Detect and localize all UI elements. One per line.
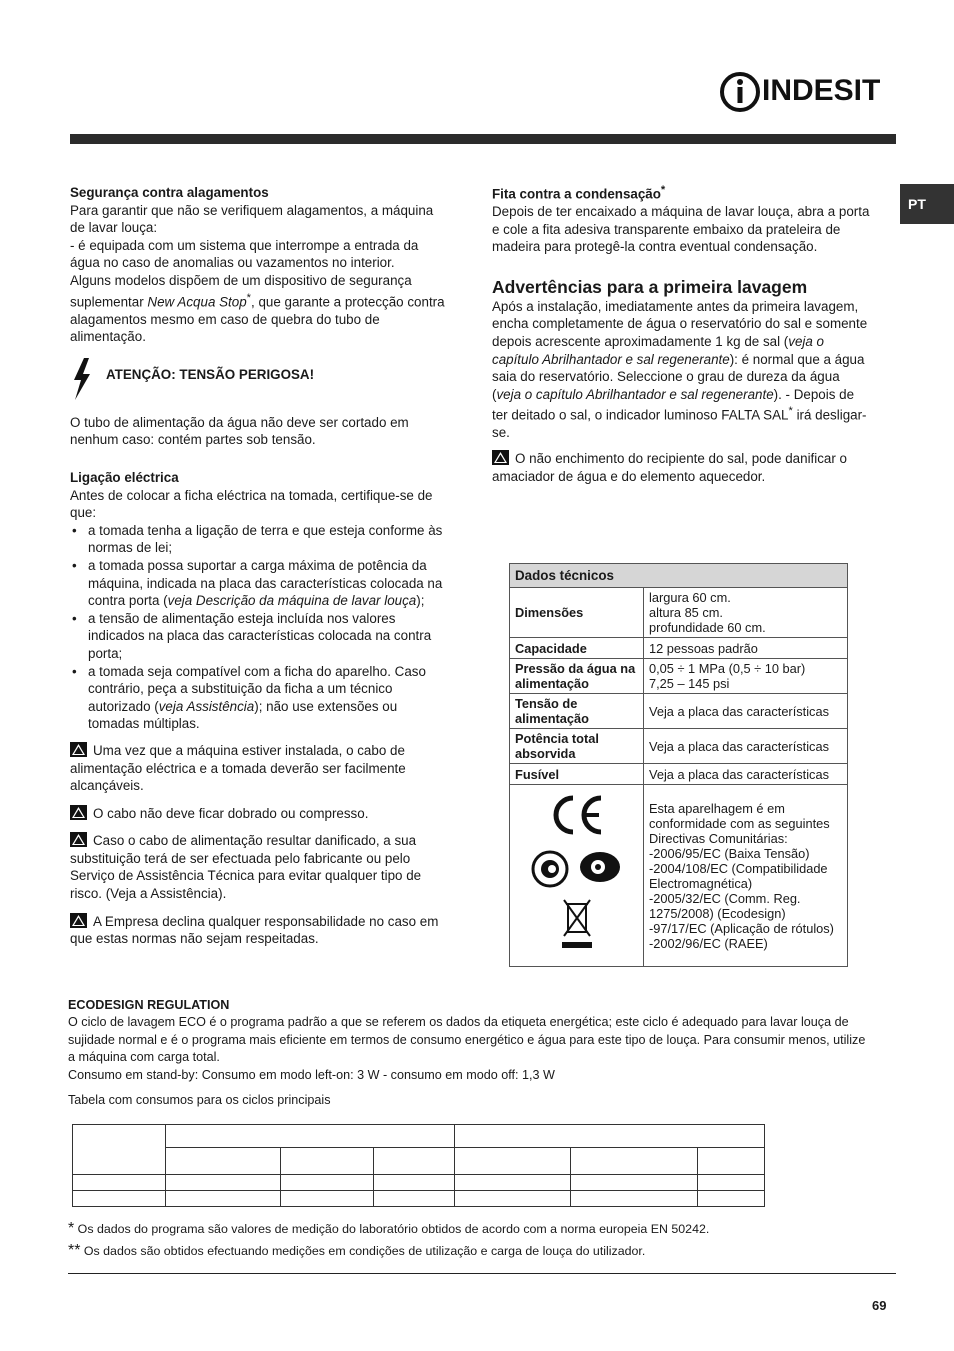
table-cell [281,1148,374,1175]
table-cell [73,1175,166,1191]
directive-line: -97/17/EC (Aplicação de rótulos) [649,920,834,936]
left-column [70,184,450,948]
value-line: 0,05 ÷ 1 MPa (0,5 ÷ 10 bar) [649,661,806,676]
table-cell [698,1148,765,1175]
header-bar [70,134,896,144]
text: Alguns modelos dispõem de um dispositivo de segurança suplementar [70,272,412,310]
table-row [510,764,848,785]
danger-block [70,352,450,414]
bullet-list [70,522,450,733]
tech-data-table [509,563,848,967]
text: Após a instalação, imediatamente antes da primeira lavagem, encha completamente de água o reservatório do sal e somente depois acrescente aproximadamente 1 kg de sal ( [492,298,868,350]
directive-line: -2006/95/EC (Baixa Tensão) [649,845,810,861]
list-item: • a tomada tenha a ligação de terra e que esteja conforme às normas de lei; [70,522,450,557]
asterisk: * [660,184,666,196]
table-cell [455,1191,571,1207]
ce-mark-icon [549,794,605,836]
table-cell [571,1175,698,1191]
language-tab: PT [900,184,954,224]
row-label: Potência total absorvida [510,729,644,764]
section-title-condensation [492,182,872,203]
text: a tomada seja compatível com a ficha do aparelho. Caso contrário, peça a substituição da ficha a um técnico autorizado ( [88,663,426,714]
table-header: Dados técnicos [510,564,848,588]
warning-paragraph [70,805,450,823]
paragraph: Tabela com consumos para os ciclos principais [68,1093,331,1108]
text: ); [416,593,425,609]
list-item [70,663,450,733]
brand-wordmark: INDESIT [762,74,881,107]
table-cell [374,1191,455,1207]
paragraph: Para garantir que não se verifiquem alagamentos, a máquina de lavar louça: [70,202,434,236]
warning-text: O cabo não deve ficar dobrado ou compresso. [93,805,369,821]
table-row [510,694,848,729]
paragraph: - é equipada com um sistema que interrompe a entrada da água no caso de anomalias ou vazamentos no interior. [70,237,419,271]
text: a tomada possa suportar a carga máxima de potência da máquina, indicada na placa das características colocada na contra porta ( [88,557,443,609]
table-cell [571,1148,698,1175]
footer-rule [68,1273,896,1274]
warning-icon [492,450,509,465]
warning-icon [70,742,87,757]
table-cell [166,1191,281,1207]
warning-text: O não enchimento do recipiente do sal, pode danificar o amaciador de água e do elemento aquecedor. [492,451,848,484]
warning-paragraph [70,913,450,948]
directive-line: -2004/108/EC (Compatibilidade Electromagnética) [649,860,828,891]
text: , que garante a protecção contra alagamentos mesmo em caso de quebra do tubo de alimentação. [70,294,445,345]
footnotes [68,1218,888,1262]
footnote-text: Os dados são obtidos efectuando medições em condições de utilização e carga de louça do utilizador. [80,1244,646,1258]
paragraph: Consumo em stand-by: Consumo em modo left-on: 3 W - consumo em modo off: 1,3 W [68,1067,555,1082]
paragraph: Depois de ter encaixado a máquina de lavar louça, abra a porta e cole a fita adesiva transparente embaixo da prateleira de madeira para protegê-la contra eventual condensação. [492,204,870,255]
text: Fita contra a condensação [492,186,661,202]
table-cell [374,1148,455,1175]
row-value [644,588,848,638]
text: ); não use extensões ou tomadas múltiplas. [88,698,398,732]
danger-label: ATENÇÃO: TENSÃO PERIGOSA! [106,366,315,382]
row-label: Pressão da água na alimentação [510,659,644,694]
row-value: Veja a placa das características [644,764,848,785]
table-cell [281,1175,374,1191]
table-cell [571,1191,698,1207]
certification-marks [510,785,644,967]
section-title-flood-safety: Segurança contra alagamentos [70,185,269,200]
row-label: Capacidade [510,638,644,659]
warning-icon [70,913,87,928]
warning-icon [70,805,87,820]
danger-text: O tubo de alimentação da água não deve ser cortado em nenhum caso: contém partes sob tensão. [70,414,409,448]
footnote-mark: * [68,1220,75,1237]
table-cell [374,1175,455,1191]
footnote-mark: ** [68,1242,81,1259]
paragraph [70,272,450,346]
section-title-electrical: Ligação eléctrica [70,470,179,485]
ecodesign-title: ECODESIGN REGULATION [68,998,230,1012]
text: irá desligar-se. [492,407,867,441]
section-title-first-wash: Advertências para a primeira lavagem [492,276,808,297]
asterisk: * [246,291,252,304]
table-row [510,588,848,638]
row-label: Tensão de alimentação [510,694,644,729]
row-value: Veja a placa das características [644,694,848,729]
footnote [68,1240,888,1262]
warning-paragraph [70,742,450,795]
table-cell [455,1148,571,1175]
text-emphasis: veja Descrição da máquina de lavar louça [167,593,417,609]
text-emphasis: veja o capítulo Abrilhantador e sal regenerante [496,386,774,402]
right-column [492,182,872,485]
directive-line: -2005/32/EC (Comm. Reg. 1275/2008) (Ecodesign) [649,890,801,921]
value-line: profundidade 60 cm. [649,620,766,635]
row-label: Fusível [510,764,644,785]
table-cell [698,1175,765,1191]
table-row [510,659,848,694]
value-line: altura 85 cm. [649,605,723,620]
row-label: Dimensões [510,588,644,638]
lightning-bolt-icon [72,358,92,400]
list-item [70,557,450,610]
warning-text: Uma vez que a máquina estiver instalada, o cabo de alimentação eléctrica e a tomada deverão ser facilmente alcançáveis. [70,742,406,794]
table-cell [166,1148,281,1175]
warning-icon [70,832,87,847]
directive-line: -2002/96/EC (RAEE) [649,935,768,951]
table-cell [455,1175,571,1191]
warning-text: A Empresa declina qualquer responsabilidade no caso em que estas normas não sejam respeitadas. [70,913,439,947]
table-row [510,785,848,967]
table-row [510,638,848,659]
warning-paragraph [492,450,872,485]
ecodesign-section [68,997,868,1109]
table-cell [73,1191,166,1207]
text-emphasis: New Acqua Stop [147,294,247,310]
list-item: • a tensão de alimentação esteja incluída nos valores indicados na placa das características colocada na contra porta; [70,610,450,663]
table-cell [455,1125,765,1148]
consumption-table [72,1124,765,1206]
asterisk: * [788,405,793,418]
footnote-text: Os dados do programa são valores de medição do laboratório obtidos de acordo com a norma europeia EN 50242. [74,1222,710,1236]
paragraph [492,298,872,442]
row-value: 12 pessoas padrão [644,638,848,659]
table-row [510,729,848,764]
page-number: 69 [872,1298,887,1313]
table-cell [166,1175,281,1191]
table-cell [698,1191,765,1207]
directives-cell [644,785,848,967]
row-value [644,659,848,694]
text: ). - Depois de ter deitado o sal, o indicador luminoso FALTA SAL [492,386,855,423]
text: ): é normal que a água saia do reservatório. Seleccione o grau de dureza da água ( [492,351,865,402]
table-cell [73,1125,166,1175]
row-value: Veja a placa das características [644,729,848,764]
weee-bin-icon [562,896,592,954]
warning-text: Caso o cabo de alimentação resultar danificado, a sua substituição terá de ser efectuada pelo fabricante ou pelo Serviço de Assistência Técnica para evitar qualquer tipo de risco. (Veja a Assistência). [70,833,422,902]
text-emphasis: veja o capítulo Abrilhantador e sal regenerante [492,334,824,367]
warning-paragraph [70,832,450,902]
directive-line: Esta aparelhagem é em conformidade com as seguintes Directivas Comunitárias: [649,800,830,846]
value-line: 7,25 – 145 psi [649,676,730,691]
gost-mark-icon [528,849,572,889]
table-cell [166,1125,455,1148]
paragraph: Antes de colocar a ficha eléctrica na tomada, certifique-se de que: [70,487,433,521]
value-line: largura 60 cm. [649,590,731,605]
paragraph: O ciclo de lavagem ECO é o programa padrão a que se referem os dados da etiqueta energética; este ciclo é adequado para lavar louça de sujidade normal e é o programa mais eficiente em termos de consumo energético e água para este tipo de louça. Para consumir menos, utilize a máquina com carga total. [68,1015,866,1065]
pct-mark-icon [575,849,625,889]
table-cell [281,1191,374,1207]
text-emphasis: veja Assistência [158,698,255,714]
footnote [68,1218,888,1240]
